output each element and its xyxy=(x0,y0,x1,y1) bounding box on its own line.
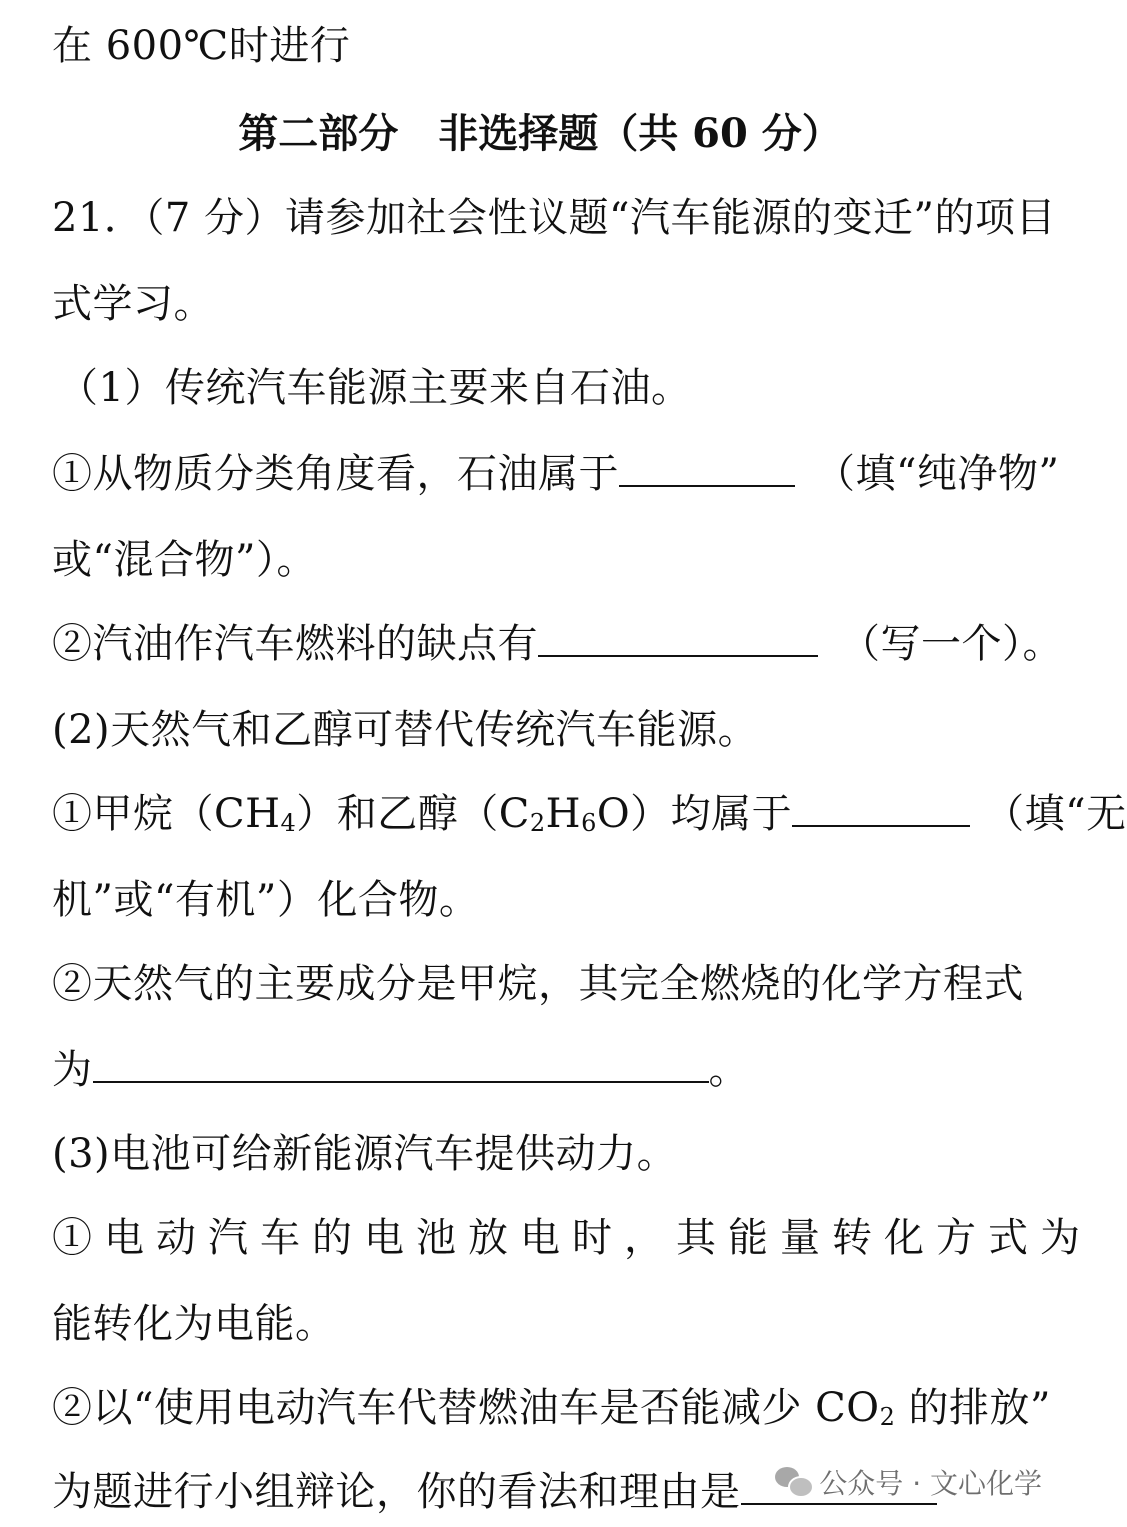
part-2-item-1-text-c: O）均属于 xyxy=(596,791,793,837)
part-2-item-1-text-a: ①甲烷（CH xyxy=(52,791,281,837)
part-3-item-1-line1: ①电动汽车的电池放电时，其能量转化方式为 xyxy=(52,1215,1092,1261)
answer-blank[interactable] xyxy=(93,1051,709,1083)
answer-blank[interactable] xyxy=(792,795,970,827)
part-1-item-1-text: ①从物质分类角度看，石油属于 xyxy=(52,451,619,497)
part-2-item-1-line1 xyxy=(52,790,1127,838)
part-3-item-2-text-c: 为题进行小组辩论，你的看法和理由是 xyxy=(52,1469,741,1515)
part-1-item-2 xyxy=(52,620,1063,668)
part-3-item-2-text-b: 的排放” xyxy=(895,1385,1052,1431)
watermark xyxy=(775,1462,1042,1502)
part-2-item-2-line1: ②天然气的主要成分是甲烷，其完全燃烧的化学方程式 xyxy=(52,961,1024,1007)
part-2-item-1-hint: （填“无 xyxy=(984,791,1127,837)
part-3-item-2-text-a: ②以“使用电动汽车代替燃油车是否能减少 CO xyxy=(52,1385,880,1431)
section-title: 第二部分 非选择题（共 60 分） xyxy=(238,110,842,157)
part-3-item-1-line2: 能转化为电能。 xyxy=(52,1301,336,1347)
part-3-heading: (3)电池可给新能源汽车提供动力。 xyxy=(52,1131,678,1177)
answer-blank[interactable] xyxy=(538,625,818,657)
wechat-icon xyxy=(775,1467,811,1497)
subscript: 4 xyxy=(280,809,297,837)
question-21-stem-line2: 式学习。 xyxy=(52,281,214,327)
part-2-item-1-line2: 机”或“有机”）化合物。 xyxy=(52,877,480,923)
part-1-item-1-line1 xyxy=(52,450,1059,498)
part-1-item-2-hint: （写一个）。 xyxy=(840,621,1063,667)
subscript: 2 xyxy=(879,1403,896,1431)
part-3-item-2-line1 xyxy=(52,1384,1051,1432)
part-1-heading: （1）传统汽车能源主要来自石油。 xyxy=(58,365,692,411)
part-2-item-2-text: 为 xyxy=(52,1047,93,1093)
part-1-item-1-line2: 或“混合物”）。 xyxy=(52,537,317,583)
part-2-item-1-text-b: ）和乙醇（C xyxy=(296,791,530,837)
prev-question-tail: 在 600℃时进行 xyxy=(52,23,351,69)
part-2-item-2-line2 xyxy=(52,1046,749,1094)
part-2-item-2-period: 。 xyxy=(708,1047,749,1093)
part-1-item-1-hint: （填“纯净物” xyxy=(815,451,1060,497)
watermark-text: 公众号 · 文心化学 xyxy=(819,1467,1042,1500)
part-1-item-2-text: ②汽油作汽车燃料的缺点有 xyxy=(52,621,538,667)
subscript: 6 xyxy=(581,809,597,837)
question-21-stem-line1: 21．（7 分）请参加社会性议题“汽车能源的变迁”的项目 xyxy=(52,195,1056,241)
part-2-item-1-text-h: H xyxy=(545,791,582,837)
answer-blank[interactable] xyxy=(619,455,795,487)
part-2-heading: (2)天然气和乙醇可替代传统汽车能源。 xyxy=(52,707,759,753)
subscript: 2 xyxy=(529,809,546,837)
